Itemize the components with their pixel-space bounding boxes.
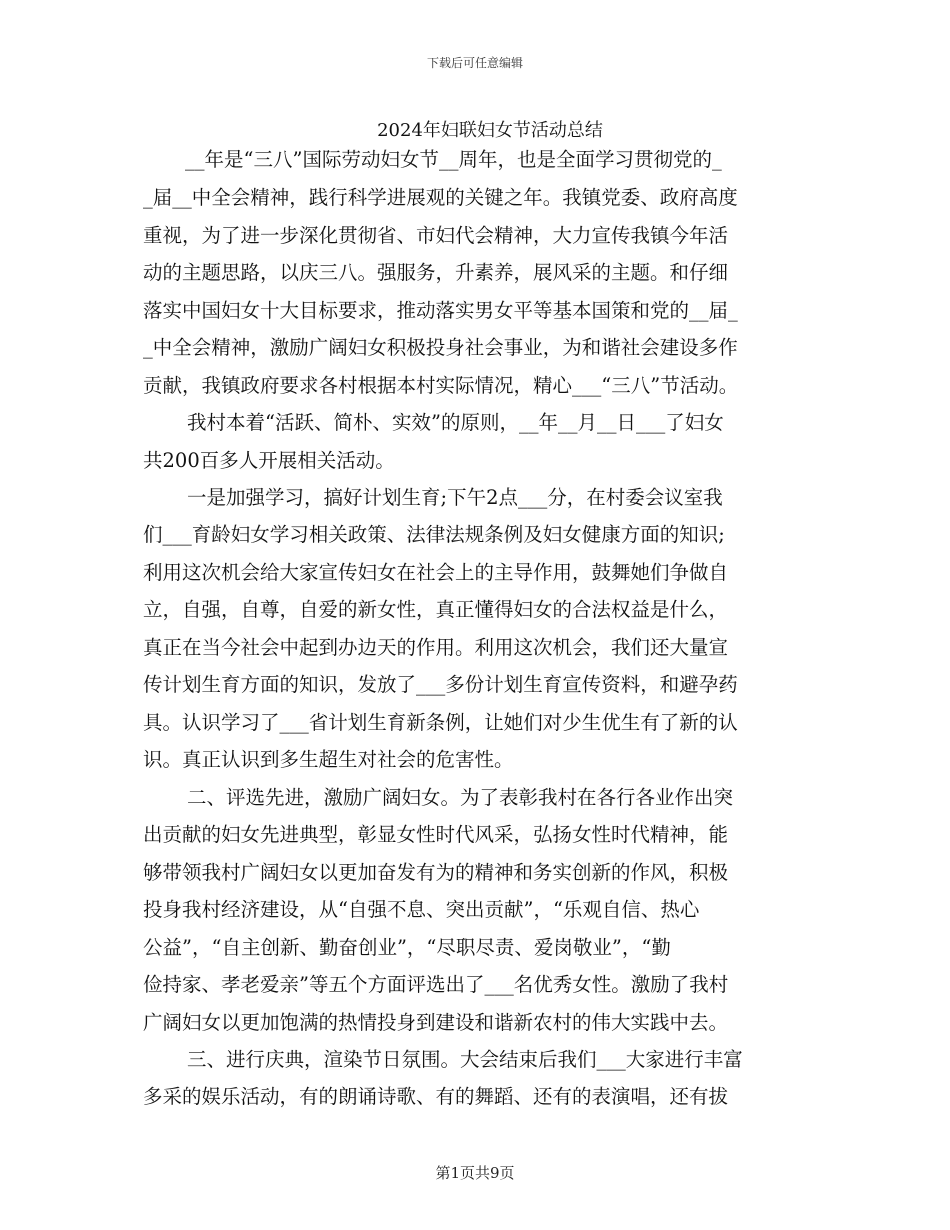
body-line: 广阔妇女以更加饱满的热情投身到建设和谐新农村的伟大实践中去。: [143, 1011, 729, 1034]
body-line: _届__中全会精神，践行科学进展观的关键之年。我镇党委、政府高度: [143, 186, 738, 209]
body-line: 落实中国妇女十大目标要求，推动落实男女平等基本国策和党的__届_: [143, 299, 738, 322]
body-line: 多采的娱乐活动，有的朗诵诗歌、有的舞蹈、还有的表演唱，还有拔: [143, 1085, 729, 1108]
document-title: 2024年妇联妇女节活动总结: [377, 120, 603, 141]
body-line: 贡献，我镇政府要求各村根据本村实际情况，精心___“三八”节活动。: [143, 374, 739, 397]
body-line: 三、进行庆典，渲染节日氛围。大会结束后我们___大家进行丰富: [187, 1048, 743, 1071]
body-line: 利用这次机会给大家宣传妇女在社会上的主导作用，鼓舞她们争做自: [143, 561, 729, 584]
body-line: 出贡献的妇女先进典型，彰显女性时代风采，弘扬女性时代精神，能: [143, 823, 729, 846]
body-line: 公益”，“自主创新、勤奋创业”，“尽职尽责、爱岗敬业”，“勤: [143, 936, 671, 959]
body-line: 投身我村经济建设，从“自强不息、突出贡献”，“乐观自信、热心: [143, 898, 700, 921]
page-header-note: 下载后可任意编辑: [426, 56, 523, 70]
body-line: 传计划生育方面的知识，发放了___多份计划生育宣传资料，和避孕药: [143, 673, 738, 696]
body-line: 俭持家、孝老爱亲”等五个方面评选出了___名优秀女性。激励了我村: [143, 973, 729, 996]
body-line: 立，自强，自尊，自爱的新女性，真正懂得妇女的合法权益是什么，: [143, 598, 729, 621]
body-line: 我村本着“活跃、简朴、实效”的原则，__年__月__日___了妇女: [187, 411, 724, 434]
body-line: 共200百多人开展相关活动。: [143, 449, 395, 472]
body-line: 动的主题思路，以庆三八。强服务，升素养，展风采的主题。和仔细: [143, 261, 729, 284]
body-line: __年是“三八”国际劳动妇女节__周年，也是全面学习贯彻党的_: [185, 148, 722, 171]
page-number: 第1页共9页: [435, 1164, 515, 1182]
body-line: 识。真正认识到多生超生对社会的危害性。: [143, 748, 514, 771]
body-line: 够带领我村广阔妇女以更加奋发有为的精神和务实创新的作风，积极: [143, 861, 729, 884]
body-line: 一是加强学习，搞好计划生育;下午2点___分，在村委会议室我: [187, 486, 723, 509]
body-line: 二、评选先进，激励广阔妇女。为了表彰我村在各行各业作出突: [187, 786, 734, 809]
body-line: _中全会精神，激励广阔妇女积极投身社会事业，为和谐社会建设多作: [143, 336, 738, 359]
body-line: 真正在当今社会中起到办边天的作用。利用这次机会，我们还大量宣: [143, 636, 729, 659]
body-line: 们___育龄妇女学习相关政策、法律法规条例及妇女健康方面的知识;: [143, 523, 725, 546]
body-line: 具。认识学习了___省计划生育新条例，让她们对少生优生有了新的认: [143, 711, 738, 734]
body-line: 重视，为了进一步深化贯彻省、市妇代会精神，大力宣传我镇今年活: [143, 224, 729, 247]
